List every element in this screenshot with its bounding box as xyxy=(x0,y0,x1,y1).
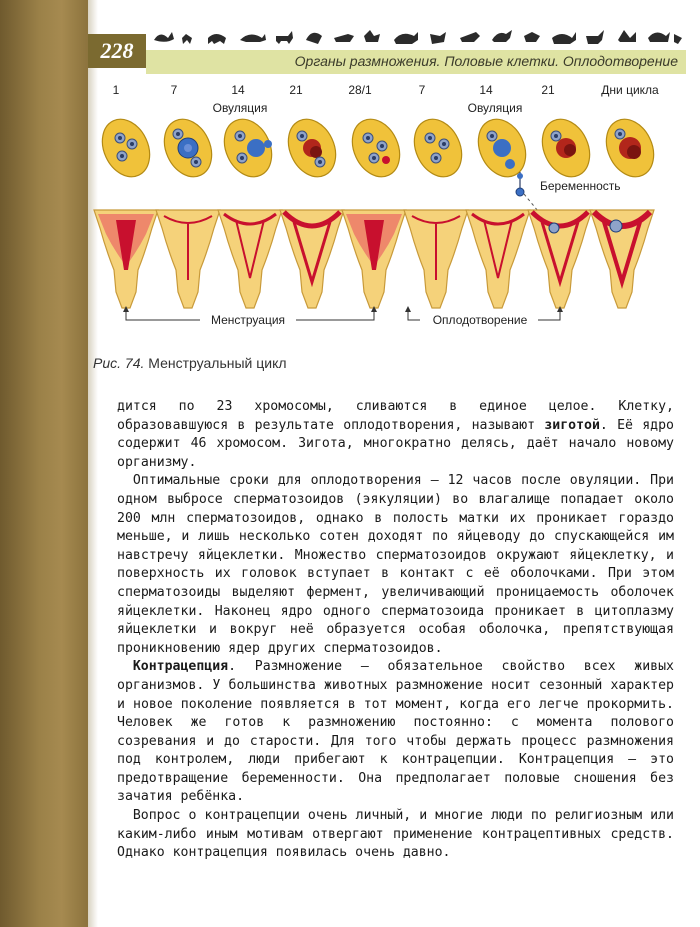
fertilization-label: Оплодотворение xyxy=(432,313,528,327)
paragraph-zygote xyxy=(117,398,674,472)
day-label-28-1: 28/1 xyxy=(348,83,372,97)
day-label-7b: 7 xyxy=(418,83,426,97)
day-label-14b: 14 xyxy=(479,83,493,97)
paragraph-zygote-start: дится по 23 хромосомы, сливаются в единое целое. Клетку, образовавшуюся в результате оплодотворения, называют xyxy=(117,399,674,433)
paragraph-contraception-text: . Размножение — обязательное свойство всех живых организмов. У большинства животных размножение носит сезонный характер и новое поколение появляется в тот момент, когда его легче прокормить. Человек же готов к размножению постоянно: с момента полового созревания и до старости. Для того чтобы держать процесс размножения под контролем, люди прибегают к контрацепции. Контрацепция — это предотвращение беременности. Она предполагает половые сношения без зачатия ребёнка. xyxy=(117,659,674,805)
ovulation-label-2: Овуляция xyxy=(467,101,523,115)
ovary-row xyxy=(93,112,662,185)
book-spine xyxy=(0,0,88,927)
paragraph-fertilization: Оптимальные сроки для оплодотворения — 12 часов после овуляции. При одном выбросе сперматозоидов (эякуляции) во влагалище попадает около 200 млн сперматозоидов, однако в полость матки их проникает гораздо меньше, и лишь несколько сотен доходят по яйцеводу до спускающейся им навстречу яйцеклетки. Множество сперматозоидов окружают яйцеклетку, и поверхность их головок вступает в контакт с её оболочками. При этом сперматозоиды выделяют фермент, увеличивающий проницаемость оболочек яйцеклетки. Наконец ядро одного сперматозоида проникает в цитоплазму яйцеклетки и вокруг неё образуется особая оболочка, препятствующая проникновению ядер других сперматозоидов. xyxy=(117,473,674,656)
uterus-row xyxy=(94,210,654,308)
term-contraception: Контрацепция xyxy=(132,659,229,675)
body-text xyxy=(117,398,674,863)
paragraph-contraception xyxy=(117,658,674,807)
animal-silhouettes-decoration xyxy=(150,26,686,46)
menstruation-label: Менструация xyxy=(210,313,286,327)
figure-caption-prefix: Рис. 74. xyxy=(93,355,145,371)
day-label-21: 21 xyxy=(289,83,303,97)
paragraph-zygote-end: . Её ядро содержит 46 хромосом. Зигота, многократно делясь, даёт начало новому организму. xyxy=(117,417,674,470)
paragraph-personal-question: Вопрос о контрацепции очень личный, и многие люди по религиозным или каким-либо иным мотивам отвергают применение контрацептивных средств. Однако контрацепция появилась очень давно. xyxy=(117,808,674,861)
ovulation-label-1: Овуляция xyxy=(212,101,268,115)
day-label-7: 7 xyxy=(170,83,178,97)
pregnancy-label: Беременность xyxy=(540,179,621,193)
day-label-14: 14 xyxy=(231,83,245,97)
header-bar xyxy=(146,50,686,74)
chapter-header-title: Органы размножения. Половые клетки. Оплодотворение xyxy=(294,53,678,69)
zygote-icon xyxy=(516,188,524,196)
day-label-1: 1 xyxy=(112,83,120,97)
menstrual-cycle-figure xyxy=(90,80,690,380)
page-number: 228 xyxy=(88,34,146,68)
figure-caption-text: Менструальный цикл xyxy=(148,355,287,371)
figure-caption xyxy=(93,355,287,371)
term-zygote: зиготой xyxy=(544,417,600,433)
day-label-21b: 21 xyxy=(541,83,555,97)
egg-icon xyxy=(517,173,523,179)
cycle-days-label: Дни цикла xyxy=(601,83,659,97)
